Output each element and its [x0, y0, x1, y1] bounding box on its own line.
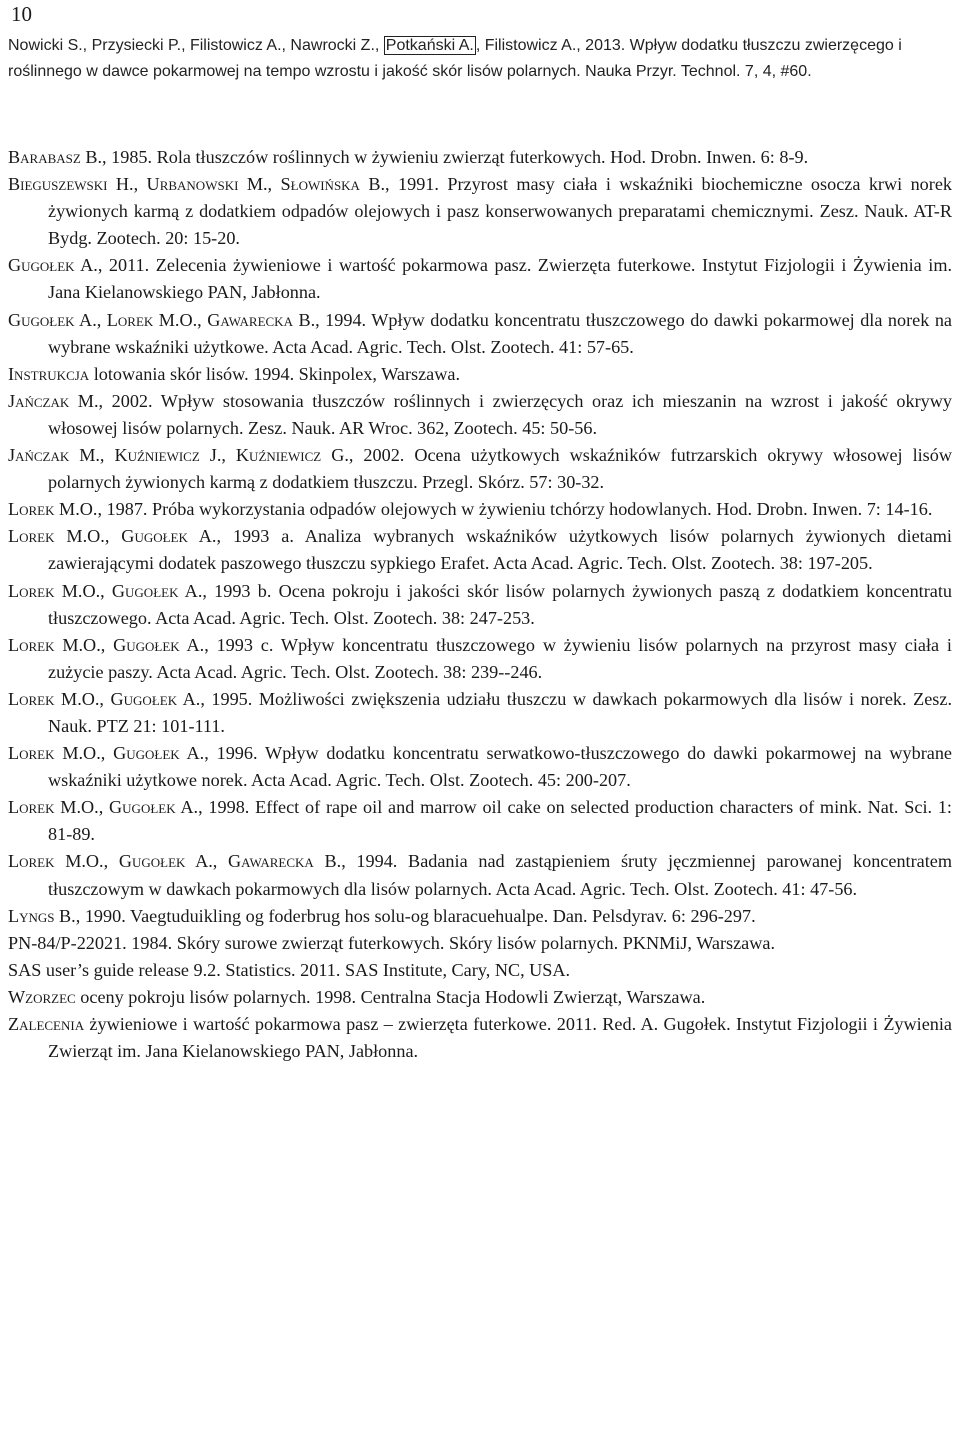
reference-item: [8, 984, 952, 1011]
reference-authors: Jańczak M., Kuźniewicz J., Kuźniewicz G.: [8, 445, 349, 466]
reference-item: [8, 848, 952, 902]
reference-item: [8, 144, 952, 171]
reference-authors: Lorek M.O., Gugołek A.: [8, 526, 217, 547]
reference-item: [8, 523, 952, 577]
reference-list: [8, 144, 952, 1065]
reference-authors: Lyngs B.: [8, 905, 76, 926]
reference-text: , 1995. Możliwości zwiększenia udziału tłuszczu w dawkach pokarmowych dla lisów i norek. Zesz. Nauk. PTZ 21: 101-111.: [48, 688, 952, 736]
reference-text: , 2002. Ocena użytkowych wskaźników futrzarskich okrywy włosowej lisów polarnych żywionych karmą z dodatkiem tłuszczu. Przegl. Skórz. 57: 30-32.: [48, 445, 952, 493]
citation-rest: , Filistowicz A., 2013. Wpływ dodatku tłuszczu zwierzęcego i roślinnego w dawce pokarmowej na tempo wzrostu i jakość skór lisów polarnych. Nauka Przyr. Technol. 7, 4, #60.: [8, 37, 902, 80]
article-citation: [8, 33, 952, 85]
reference-item: [8, 686, 952, 740]
reference-authors: Gugołek A., Lorek M.O., Gawarecka B.: [8, 309, 316, 330]
reference-authors: Lorek M.O., Gugołek A.: [8, 634, 205, 655]
reference-item: [8, 740, 952, 794]
reference-authors: Lorek M.O.: [8, 499, 98, 520]
reference-text: PN-84/P-22021. 1984. Skóry surowe zwierząt futerkowych. Skóry lisów polarnych. PKNMiJ, Warszawa.: [8, 932, 776, 953]
reference-authors: Lorek M.O., Gugołek A., Gawarecka B.: [8, 851, 342, 872]
page-number: 10: [11, 2, 32, 26]
reference-text: , 2011. Zelecenia żywieniowe i wartość pokarmowa pasz. Zwierzęta futerkowe. Instytut Fizjologii i Żywienia im. Jana Kielanowskiego PAN, Jabłonna.: [48, 255, 953, 303]
reference-text: , 1985. Rola tłuszczów roślinnych w żywieniu zwierząt futerkowych. Hod. Drobn. Inwen. 6: 8-9.: [102, 147, 809, 167]
reference-authors: Gugołek A.: [8, 255, 98, 276]
reference-text: oceny pokroju lisów polarnych. 1998. Centralna Stacja Hodowli Zwierząt, Warszawa.: [75, 986, 706, 1007]
reference-item: [8, 903, 952, 930]
reference-text: , 1996. Wpływ dodatku koncentratu serwatkowo-tłuszczowego do dawki pokarmowej na wybrane wskaźniki użytkowe norek. Acta Acad. Agric. Tech. Olst. Zootech. 45: 200-207.: [48, 743, 952, 791]
reference-text: , 1994. Wpływ dodatku koncentratu tłuszczowego do dawki pokarmowej dla norek na wybrane wskaźniki użytkowe. Acta Acad. Agric. Tech. Olst. Zootech. 41: 57-65.: [48, 309, 952, 357]
reference-text: SAS user’s guide release 9.2. Statistics. 2011. SAS Institute, Cary, NC, USA.: [8, 959, 571, 980]
reference-text: , 1991. Przyrost masy ciała i wskaźniki biochemiczne osocza krwi norek żywionych karmą z dodatkiem odpadów olejowych i pasz konserwowanych preparatami chemicznymi. Zesz. Nauk. AT-R Bydg. Zootech. 20: 15-20.: [48, 174, 952, 249]
reference-item: [8, 307, 952, 361]
reference-text: , 1993 a. Analiza wybranych wskaźników użytkowych lisów polarnych żywionych dietami zawierającymi dodatek paszowego tłuszczu sypkiego Erafet. Acta Acad. Agric. Tech. Olst. Zootech. 38: 197-205.: [48, 526, 952, 574]
citation-authors-before: Nowicki S., Przysiecki P., Filistowicz A., Nawrocki Z.,: [8, 37, 384, 54]
reference-authors: Zalecenia: [8, 1014, 85, 1034]
reference-text: , 1993 b. Ocena pokroju i jakości skór lisów polarnych żywionych paszą z dodatkiem koncentratu tłuszczowego. Acta Acad. Agric. Tech. Olst. Zootech. 38: 247-253.: [48, 580, 952, 628]
reference-item: [8, 930, 952, 957]
reference-item: [8, 361, 952, 388]
reference-text: , 1994. Badania nad zastąpieniem śruty jęczmiennej parowanej koncentratem tłuszczowym w dawkach pokarmowych dla lisów polarnych. Acta Acad. Agric. Tech. Olst. Zootech. 41: 47-56.: [48, 851, 952, 899]
reference-authors: Instrukcja: [8, 363, 90, 384]
reference-item: [8, 794, 952, 848]
reference-text: , 1990. Vaegtuduikling og foderbrug hos solu-og blaracuehualpe. Dan. Pelsdyrav. 6: 296-297.: [75, 905, 756, 926]
reference-text: , 1993 c. Wpływ koncentratu tłuszczowego w żywieniu lisów polarnych na przyrost masy ciała i zużycie paszy. Acta Acad. Agric. Tech. Olst. Zootech. 38: 239--246.: [48, 634, 952, 682]
reference-item: [8, 252, 952, 306]
reference-item: [8, 578, 952, 632]
reference-item: [8, 171, 952, 252]
reference-item: [8, 632, 952, 686]
reference-text: , 2002. Wpływ stosowania tłuszczów roślinnych i zwierzęcych oraz ich mieszanin na wzrost i jakość okrywy włosowej lisów polarnych. Zesz. Nauk. AR Wroc. 362, Zootech. 45: 50-56.: [48, 390, 952, 438]
reference-authors: Bieguszewski H., Urbanowski M., Słowińska B.: [8, 174, 386, 195]
highlighted-author[interactable]: Potkański A.: [385, 37, 474, 54]
reference-authors: Jańczak M.: [8, 390, 99, 411]
reference-item: [8, 1011, 952, 1065]
reference-authors: Lorek M.O., Gugołek A.: [8, 688, 201, 709]
reference-text: , 1998. Effect of rape oil and marrow oil cake on selected production characters of mink. Nat. Sci. 1: 81-89.: [48, 797, 952, 845]
reference-authors: Lorek M.O., Gugołek A.: [8, 743, 205, 764]
reference-item: [8, 388, 952, 442]
reference-text: lotowania skór lisów. 1994. Skinpolex, Warszawa.: [89, 363, 461, 384]
reference-authors: Barabasz B.: [8, 147, 103, 167]
reference-item: [8, 442, 952, 496]
reference-text: żywieniowe i wartość pokarmowa pasz – zwierzęta futerkowe. 2011. Red. A. Gugołek. Instytut Fizjologii i Żywienia Zwierząt im. Jana Kielanowskiego PAN, Jabłonna.: [48, 1014, 952, 1062]
reference-authors: Wzorzec: [8, 986, 76, 1007]
reference-authors: Lorek M.O., Gugołek A.: [8, 580, 203, 601]
reference-item: [8, 496, 952, 523]
reference-text: , 1987. Próba wykorzystania odpadów olejowych w żywieniu tchórzy hodowlanych. Hod. Drobn. Inwen. 7: 14-16.: [97, 499, 933, 520]
reference-authors: Lorek M.O., Gugołek A.: [8, 797, 199, 818]
reference-item: [8, 957, 952, 984]
